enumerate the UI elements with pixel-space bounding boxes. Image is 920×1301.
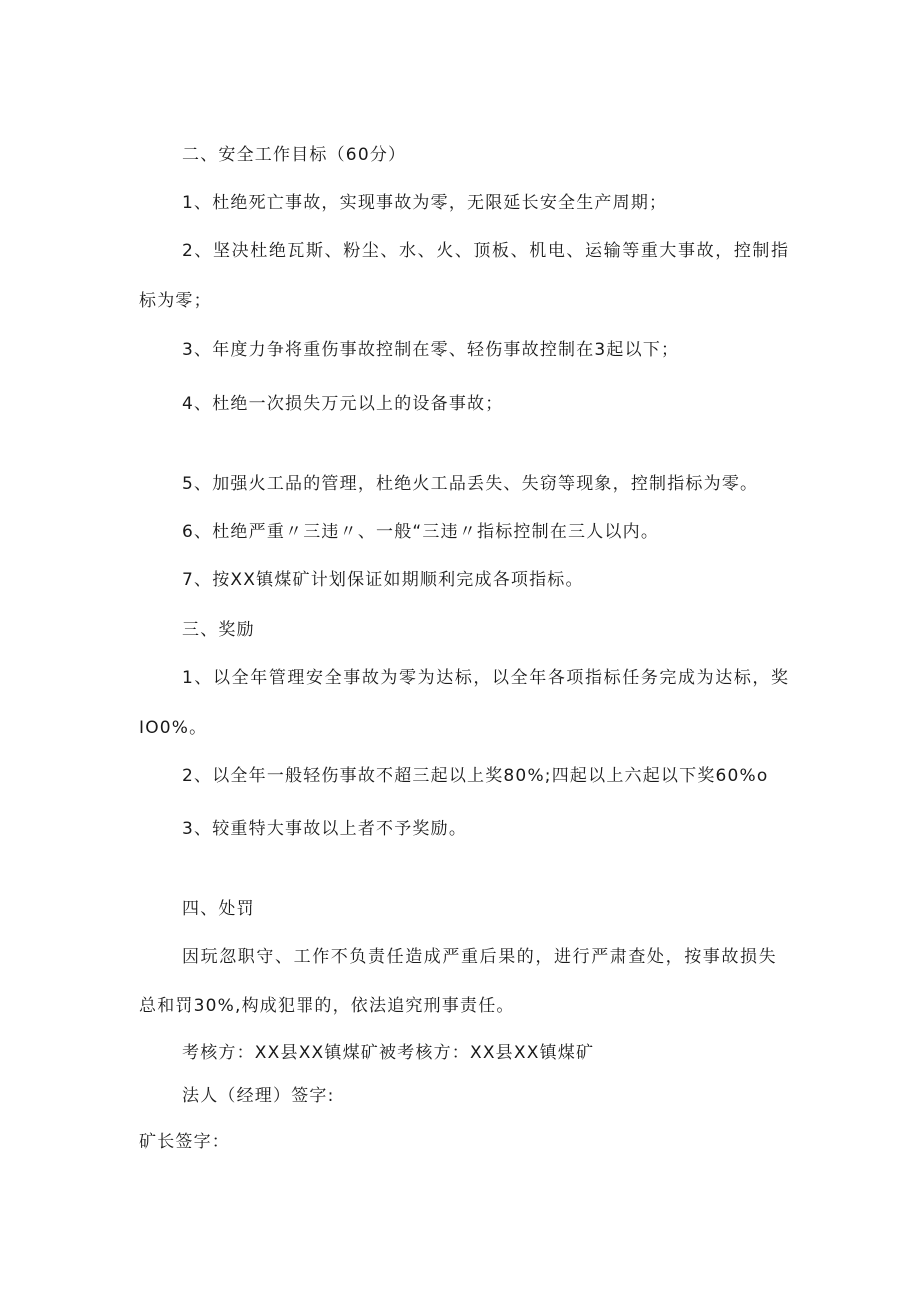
assessor-parties: 考核方：XX县XX镇煤矿被考核方：XX县XX镇煤矿 <box>182 1043 595 1063</box>
penalty-paragraph: 因玩忽职守、工作不负责任造成严重后果的，进行严肃查处，按事故损失 <box>182 947 778 967</box>
reward-item-3: 3、较重特大事故以上者不予奖励。 <box>182 819 468 839</box>
goal-item-1: 1、杜绝死亡事故，实现事故为零，无限延长安全生产周期； <box>182 193 668 213</box>
section-heading-rewards: 三、奖励 <box>182 620 255 640</box>
goal-item-4: 4、杜绝一次损失万元以上的设备事故； <box>182 394 504 414</box>
section-heading-safety-goals: 二、安全工作目标（60分） <box>182 145 407 165</box>
legal-rep-signature-label: 法人（经理）签字: <box>182 1086 335 1106</box>
goal-item-2: 2、坚决杜绝瓦斯、粉尘、水、火、顶板、机电、运输等重大事故，控制指 <box>182 241 790 261</box>
reward-item-1: 1、以全年管理安全事故为零为达标，以全年各项指标任务完成为达标，奖 <box>182 668 790 688</box>
goal-item-3: 3、年度力争将重伤事故控制在零、轻伤事故控制在3起以下； <box>182 340 680 360</box>
mine-manager-signature-label: 矿长签字： <box>139 1132 230 1152</box>
goal-item-6: 6、杜绝严重〃三违〃、一般“三违〃指标控制在三人以内。 <box>182 522 660 542</box>
penalty-paragraph-continuation: 总和罚30%,构成犯罪的，依法追究刑事责任。 <box>139 996 515 1016</box>
goal-item-5: 5、加强火工品的管理，杜绝火工品丢失、失窃等现象，控制指标为零。 <box>182 474 759 494</box>
reward-item-2: 2、以全年一般轻伤事故不超三起以上奖80%;四起以上六起以下奖60%o <box>182 766 769 786</box>
goal-item-2-continuation: 标为零； <box>139 291 212 311</box>
reward-item-1-continuation: IO0%。 <box>139 718 208 738</box>
section-heading-penalties: 四、处罚 <box>182 899 255 919</box>
goal-item-7: 7、按XX镇煤矿计划保证如期顺利完成各项指标。 <box>182 570 584 590</box>
